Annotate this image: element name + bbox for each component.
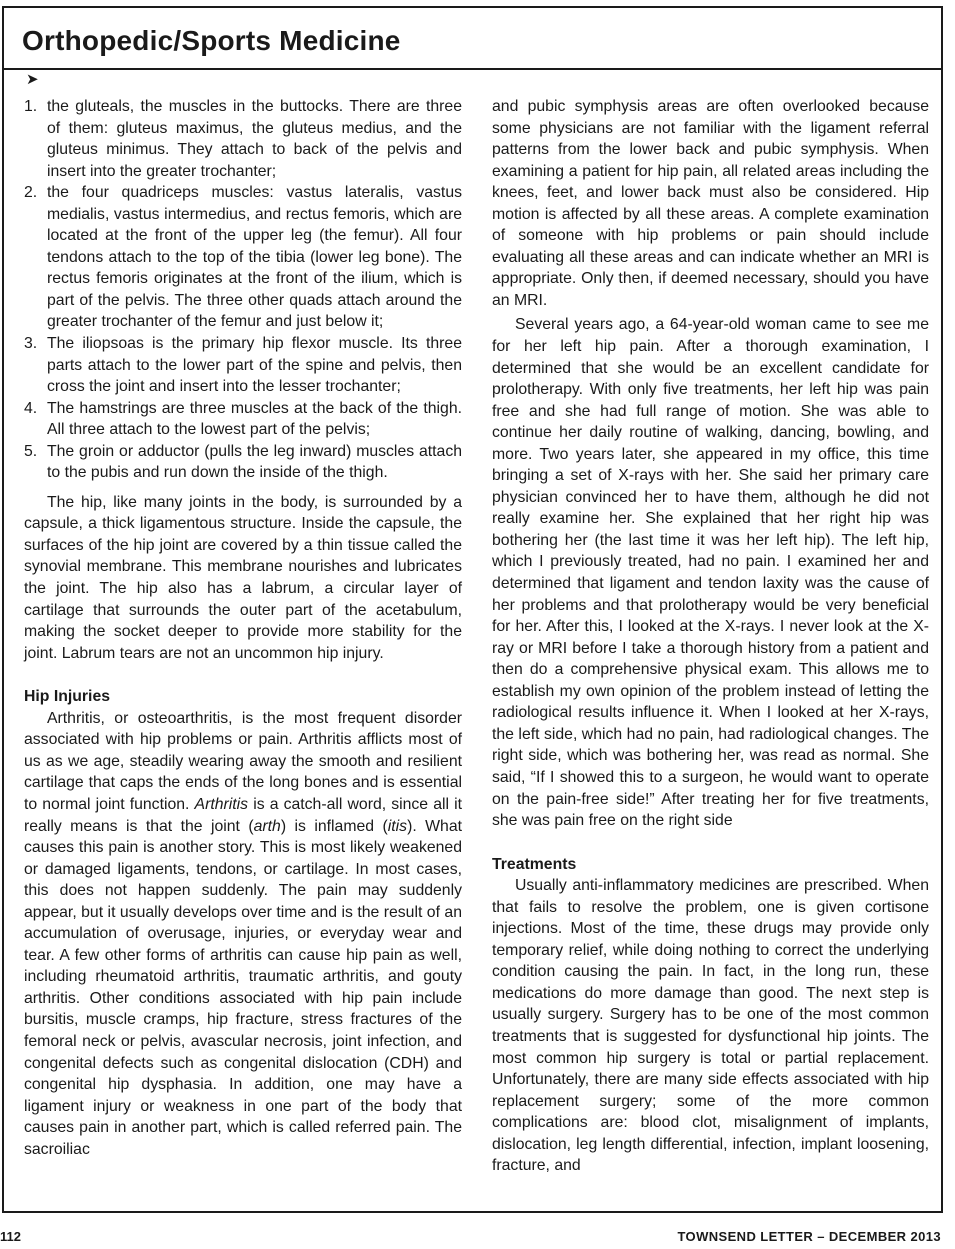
publication-footer: TOWNSEND LETTER – DECEMBER 2013 (677, 1229, 941, 1244)
list-number: 2. (24, 184, 38, 202)
arrow-icon: ➤ (26, 71, 39, 88)
list-item (24, 333, 462, 398)
left-column (24, 96, 462, 1160)
list-text: The groin or adductor (pulls the leg inward) muscles attach to the pubis and run down the inside of the thigh. (47, 442, 462, 482)
page-number: 112 (0, 1229, 21, 1244)
paragraph-treatments: Usually anti-inflammatory medicines are prescribed. When that fails to resolve the problem, one is given cortisone injections. Most of the time, these drugs may provide only temporary relief, while doing nothing to correct the underlying condition causing the pain. In fact, in the long run, these medications do more damage than good. The next step is usually surgery. Surgery has to be one of the most common treatments that is suggested for dysfunctional hip joints. The most common hip surgery is total or partial replacement. Unfortunately, there are many side effects associated with hip replacement surgery; some of the more common complications are: blood clot, misalignment of implants, dislocation, leg length differential, infection, implant loosening, fracture, and (492, 877, 929, 1175)
text-run: Arthritis, or osteoarthritis, is the most frequent disorder associated with hip problems or pain. Arthritis afflicts most of us as we age, steadily wearing away the smooth and resilient cartilage that caps the ends of the long bones and is essential to normal joint function. (24, 709, 462, 813)
list-item (24, 182, 462, 333)
list-item (24, 96, 462, 182)
italic-term: itis (387, 817, 408, 835)
section-title: Orthopedic/Sports Medicine (22, 25, 401, 56)
text-run: ) is inflamed ( (280, 817, 388, 835)
text-run: is a catch-all word, since all it really means is that the joint ( (24, 795, 462, 835)
list-text: The hamstrings are three muscles at the back of the thigh. All three attach to the lowest part of the pelvis; (47, 399, 462, 439)
muscle-list (24, 96, 462, 484)
italic-term: Arthritis (194, 795, 249, 813)
list-text: the four quadriceps muscles: vastus lateralis, vastus medialis, vastus intermedius, and rectus femoris, which are located at the front of the upper leg (the femur). All four tendons attach to the top of the tibia (lower leg bone). The rectus femoris originates at the front of the ilium, which is part of the pelvis. The three other quads attach around the greater trochanter of the femur and just below it; (47, 184, 462, 331)
list-item (24, 441, 462, 484)
subheading-treatments: Treatments (492, 855, 577, 873)
right-column (492, 96, 929, 1177)
list-text: The iliopsoas is the primary hip flexor muscle. Its three parts attach to the lower part of the spine and pelvis, then cross the joint and insert into the lesser trochanter; (47, 335, 462, 396)
paragraph-arthritis (24, 708, 462, 1160)
text-run: ). What causes this pain is another story. This is most likely weakened or damaged ligaments, tendons, or cartilage. In most cases, this does not happen suddenly. The pain may suddenly appear, but it usually develops over time and is the result of an accumulation of overusage, injuries, or everyday wear and tear. A few other forms of arthritis can cause hip pain as well, including rheumatoid arthritis, traumatic arthritis, and gouty arthritis. Other conditions associated with hip pain include bursitis, muscle cramps, hip fracture, stress fractures of the femoral neck or pelvis, avascular necrosis, joint infection, and congenital defects such as congenital dislocation (CDH) and congenital hip dysphasia. In addition, one may have a ligament injury or weakness in one part of the body that causes pain in another part, which is called referred pain. The sacroiliac (24, 817, 462, 1158)
list-number: 3. (24, 335, 38, 353)
paragraph-continuation: and pubic symphysis areas are often overlooked because some physicians are not familiar with the ligament referral patterns from the lower back and pubic symphysis. When examining a patient for hip pain, all related areas including the knees, feet, and lower back must also be considered. Hip motion is affected by all these areas. A complete examination of someone with hip problems or pain should include evaluating all these areas and can indicate whether an MRI is appropriate. Only then, if deemed necessary, should you have an MRI. (492, 98, 929, 309)
paragraph-case-study: Several years ago, a 64-year-old woman came to see me for her left hip pain. After a thorough examination, I determined that she would be an excellent candidate for prolotherapy. With only five treatments, her left hip was pain free and she had full range of motion. She was able to continue her daily routine of walking, dancing, bowling, and more. Two years later, she appeared in my office, this time bringing a set of X-rays with her. She said her primary care physician convinced her to have them, although he did not really examine her. She explained that her right hip was bothering her (the last time it was her left hip). The left hip, which I previously treated, had no pain. I examined her and determined that ligament and tendon laxity was the cause of her problems and that prolotherapy would be very beneficial for her. After this, I looked at the X-rays. I never look at the X-ray or MRI before I take a thorough history from a patient and then do a comprehensive physical exam. This allows me to establish my own opinion of the problem instead of letting the radiological results influence it. When I looked at her X-rays, the left side, which had no pain, had radiological changes. The right side, which was bothering her, was read as normal. She said, “If I showed this to a surgeon, he would want to operate on the pain-free side!” After treating her for five treatments, she was pain free on the right side (492, 316, 929, 830)
list-number: 5. (24, 442, 38, 460)
list-number: 4. (24, 399, 38, 417)
subheading-hip-injuries: Hip Injuries (24, 688, 111, 706)
list-item (24, 398, 462, 441)
list-number: 1. (24, 98, 38, 115)
italic-term: arth (253, 817, 281, 835)
paragraph-capsule: The hip, like many joints in the body, is surrounded by a capsule, a thick ligamentous structure. Inside the capsule, the surfaces of the hip joint are covered by a thin tissue called the synovial membrane. This membrane nourishes and lubricates the joint. The hip also has a labrum, a circular layer of cartilage that surrounds the outer part of the acetabulum, making the socket deeper to provide more stability for the joint. Labrum tears are not an uncommon hip injury. (24, 493, 462, 662)
list-text: the gluteals, the muscles in the buttocks. There are three of them: gluteus maximus, the gluteus medius, and the gluteus minimus. They attach to back of the pelvis and insert into the greater trochanter; (47, 98, 462, 180)
section-header (2, 6, 943, 70)
